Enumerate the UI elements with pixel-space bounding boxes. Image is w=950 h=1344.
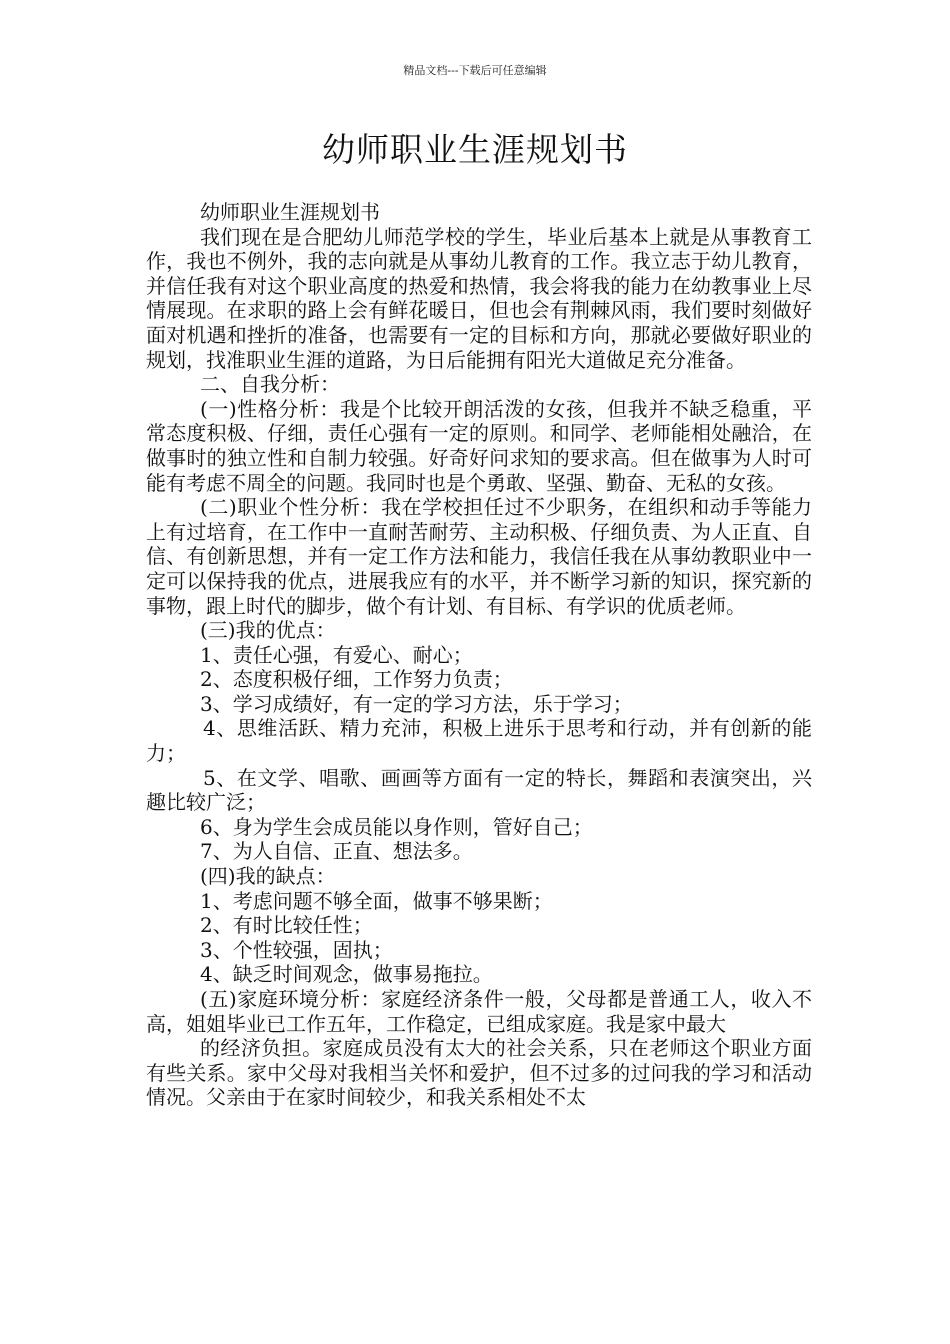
weakness-item: 4、缺乏时间观念，做事易拖拉。 xyxy=(200,962,493,987)
strength-item: 6、身为学生会成员能以身作则，管好自己； xyxy=(200,814,593,839)
weakness-item: 3、个性较强，固执； xyxy=(200,937,393,962)
family-analysis-paragraph: (五)家庭环境分析：家庭经济条件一般，父母都是普通工人，收入不高，姐姐毕业已工作五年，工作稳定，已组成家庭。我是家中最大 xyxy=(146,987,812,1036)
body-heading-paragraph: 幼师职业生涯规划书 xyxy=(200,200,380,224)
strengths-heading: (三)我的优点： xyxy=(200,618,336,643)
career-personality-paragraph: (二)职业个性分析：我在学校担任过不少职务，在组织和动手等能力上有过培育，在工作中一直耐苦耐劳、主动积极、仔细负责、为人正直、自信、有创新思想，并有一定工作方法和能力，我信任我在从事幼教职业中一定可以保持我的优点，进展我应有的水平，并不断学习新的知识，探究新的事物，跟上时代的脚步，做个有计划、有目标、有学识的优质老师。 xyxy=(146,495,812,618)
page-header-note: 精品文档---下载后可任意编辑 xyxy=(403,64,547,77)
strength-item: 3、学习成绩好，有一定的学习方法，乐于学习； xyxy=(200,691,633,716)
strength-item: 4、思维活跃、精力充沛，积极上进乐于思考和行动，并有创新的能力； xyxy=(146,716,812,766)
strength-item: 2、态度积极仔细，工作努力负责； xyxy=(200,667,513,692)
strength-item: 7、为人自信、正直、想法多。 xyxy=(200,839,473,864)
intro-paragraph: 我们现在是合肥幼儿师范学校的学生，毕业后基本上就是从事教育工作，我也不例外，我的志向就是从事幼儿教育的工作。我立志于幼儿教育，并信任我有对这个职业高度的热爱和热情，我会将我的能力在幼教事业上尽情展现。在求职的路上会有鲜花暖日，但也会有荆棘风雨，我们要时刻做好面对机遇和挫折的准备，也需要有一定的目标和方向，那就必要做好职业的规划，找准职业生涯的道路，为日后能拥有阳光大道做足充分准备。 xyxy=(146,224,812,372)
weakness-item: 1、考虑问题不够全面，做事不够果断； xyxy=(200,888,553,913)
document-body xyxy=(146,200,812,1110)
weaknesses-heading: (四)我的缺点： xyxy=(200,864,336,889)
section-heading-self-analysis: 二、自我分析： xyxy=(200,372,340,397)
document-title: 幼师职业生涯规划书 xyxy=(322,130,628,169)
weakness-item: 2、有时比较任性； xyxy=(200,913,373,938)
strength-item: 5、在文学、唱歌、画画等方面有一定的特长，舞蹈和表演突出，兴趣比较广泛； xyxy=(146,765,812,815)
family-analysis-continued-paragraph: 的经济负担。家庭成员没有太大的社会关系，只在老师这个职业方面有些关系。家中父母对我相当关怀和爱护，但不过多的过问我的学习和活动情况。父亲由于在家时间较少，和我关系相处不太 xyxy=(146,1036,812,1110)
personality-analysis-paragraph: (一)性格分析：我是个比较开朗活泼的女孩，但我并不缺乏稳重，平常态度积极、仔细，责任心强有一定的原则。和同学、老师能相处融洽，在做事时的独立性和自制力较强。好奇好问求知的要求高。但在做事为人时可能有考虑不周全的问题。我同时也是个勇敢、坚强、勤奋、无私的女孩。 xyxy=(146,396,812,495)
strength-item: 1、责任心强，有爱心、耐心； xyxy=(200,642,473,667)
